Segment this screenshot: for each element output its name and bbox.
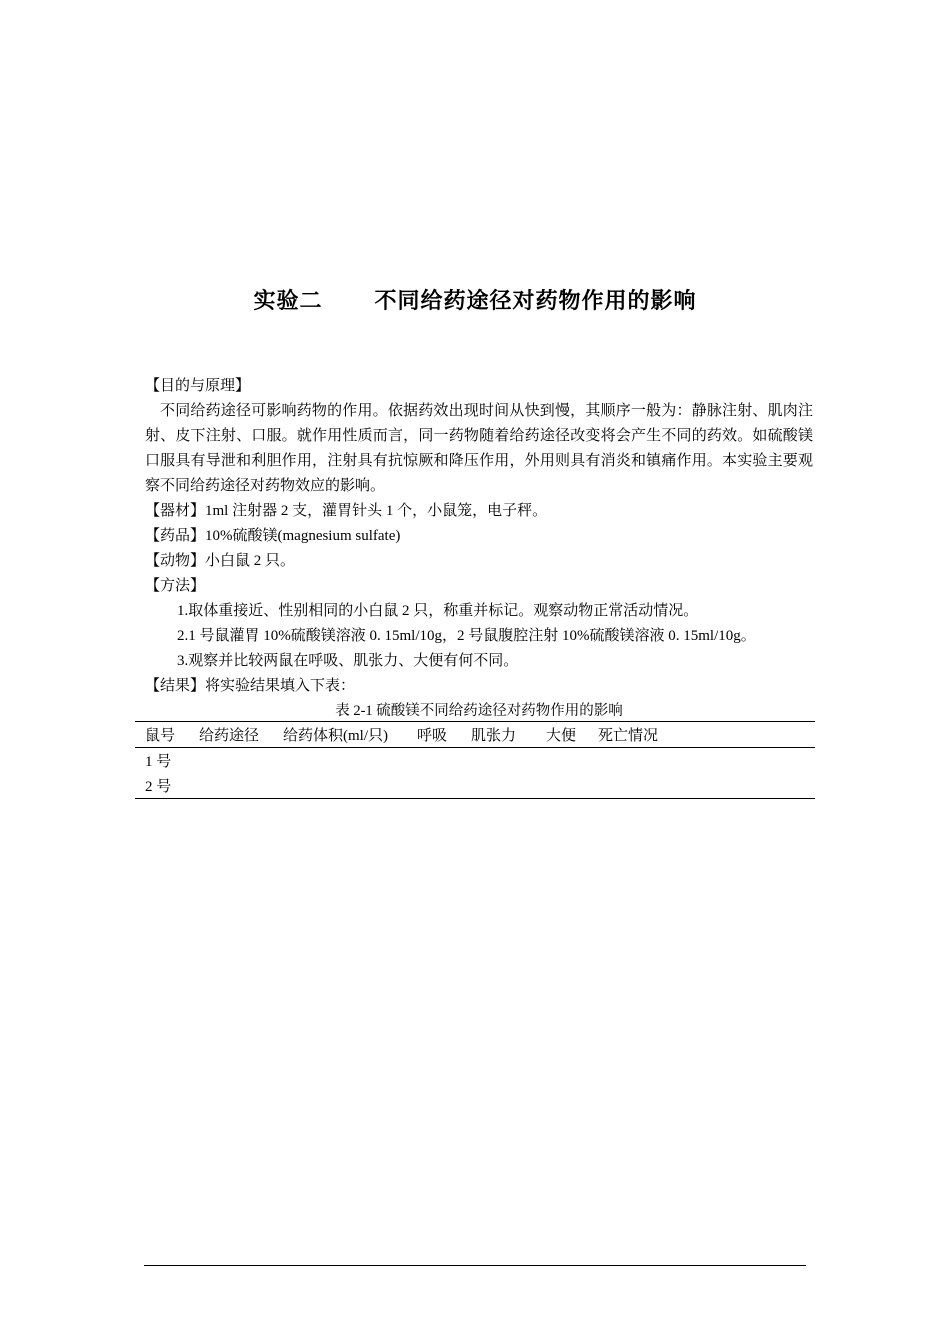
table-cell [536, 748, 588, 774]
table-cell [461, 773, 536, 799]
header-respiration: 呼吸 [417, 728, 448, 744]
table-row [135, 773, 815, 799]
table-cell: 1 号 [145, 754, 172, 770]
table-cell [273, 748, 407, 774]
method-step-3: 3.观察并比较两鼠在呼吸、肌张力、大便有何不同。 [177, 653, 519, 669]
table-header-row [135, 722, 815, 748]
results-table [135, 721, 815, 799]
method-heading: 【方法】 [145, 578, 206, 594]
animals-line: 【动物】小白鼠 2 只。 [145, 553, 296, 569]
table-cell: 2 号 [145, 779, 172, 795]
method-step-1: 1.取体重接近、性别相同的小白鼠 2 只，称重并标记。观察动物正常活动情况。 [177, 603, 699, 619]
drugs-line: 【药品】10%硫酸镁(magnesium sulfate) [145, 528, 401, 544]
header-volume: 给药体积(ml/只) [283, 728, 388, 744]
purpose-text: 不同给药途径可影响药物的作用。依据药效出现时间从快到慢，其顺序一般为：静脉注射、肌肉注射、皮下注射、口服。就作用性质而言，同一药物随着给药途径改变将会产生不同的药效。如硫酸镁口服具有导泄和利胆作用，注射具有抗惊厥和降压作用，外用则具有消炎和镇痛作用。本实验主要观察不同给药途径对药物效应的影响。 [145, 403, 813, 494]
table-cell [461, 748, 536, 774]
table-cell [407, 748, 461, 774]
purpose-heading: 【目的与原理】 [145, 378, 251, 394]
table-cell [273, 773, 407, 799]
results-intro: 【结果】将实验结果填入下表： [145, 678, 356, 694]
page-title: 实验二 不同给药途径对药物作用的影响 [253, 289, 697, 314]
table-cell [588, 748, 815, 774]
equipment-line: 【器材】1ml 注射器 2 支，灌胃针头 1 个，小鼠笼，电子秤。 [145, 503, 548, 519]
document-body [145, 374, 813, 724]
header-muscle-tone: 肌张力 [471, 728, 517, 744]
table-row [135, 748, 815, 774]
footer-divider [144, 1265, 806, 1266]
header-stool: 大便 [546, 728, 577, 744]
header-mouse-number: 鼠号 [145, 728, 176, 744]
method-step-2: 2.1 号鼠灌胃 10%硫酸镁溶液 0. 15ml/10g，2 号鼠腹腔注射 10%硫酸镁溶液 0. 15ml/10g。 [177, 628, 756, 644]
table-cell [588, 773, 815, 799]
header-death: 死亡情况 [598, 728, 659, 744]
table-cell [189, 748, 273, 774]
table-cell [407, 773, 461, 799]
table-cell [189, 773, 273, 799]
table-caption: 表 2-1 硫酸镁不同给药途径对药物作用的影响 [335, 703, 623, 719]
table-cell [536, 773, 588, 799]
header-route: 给药途径 [199, 728, 260, 744]
